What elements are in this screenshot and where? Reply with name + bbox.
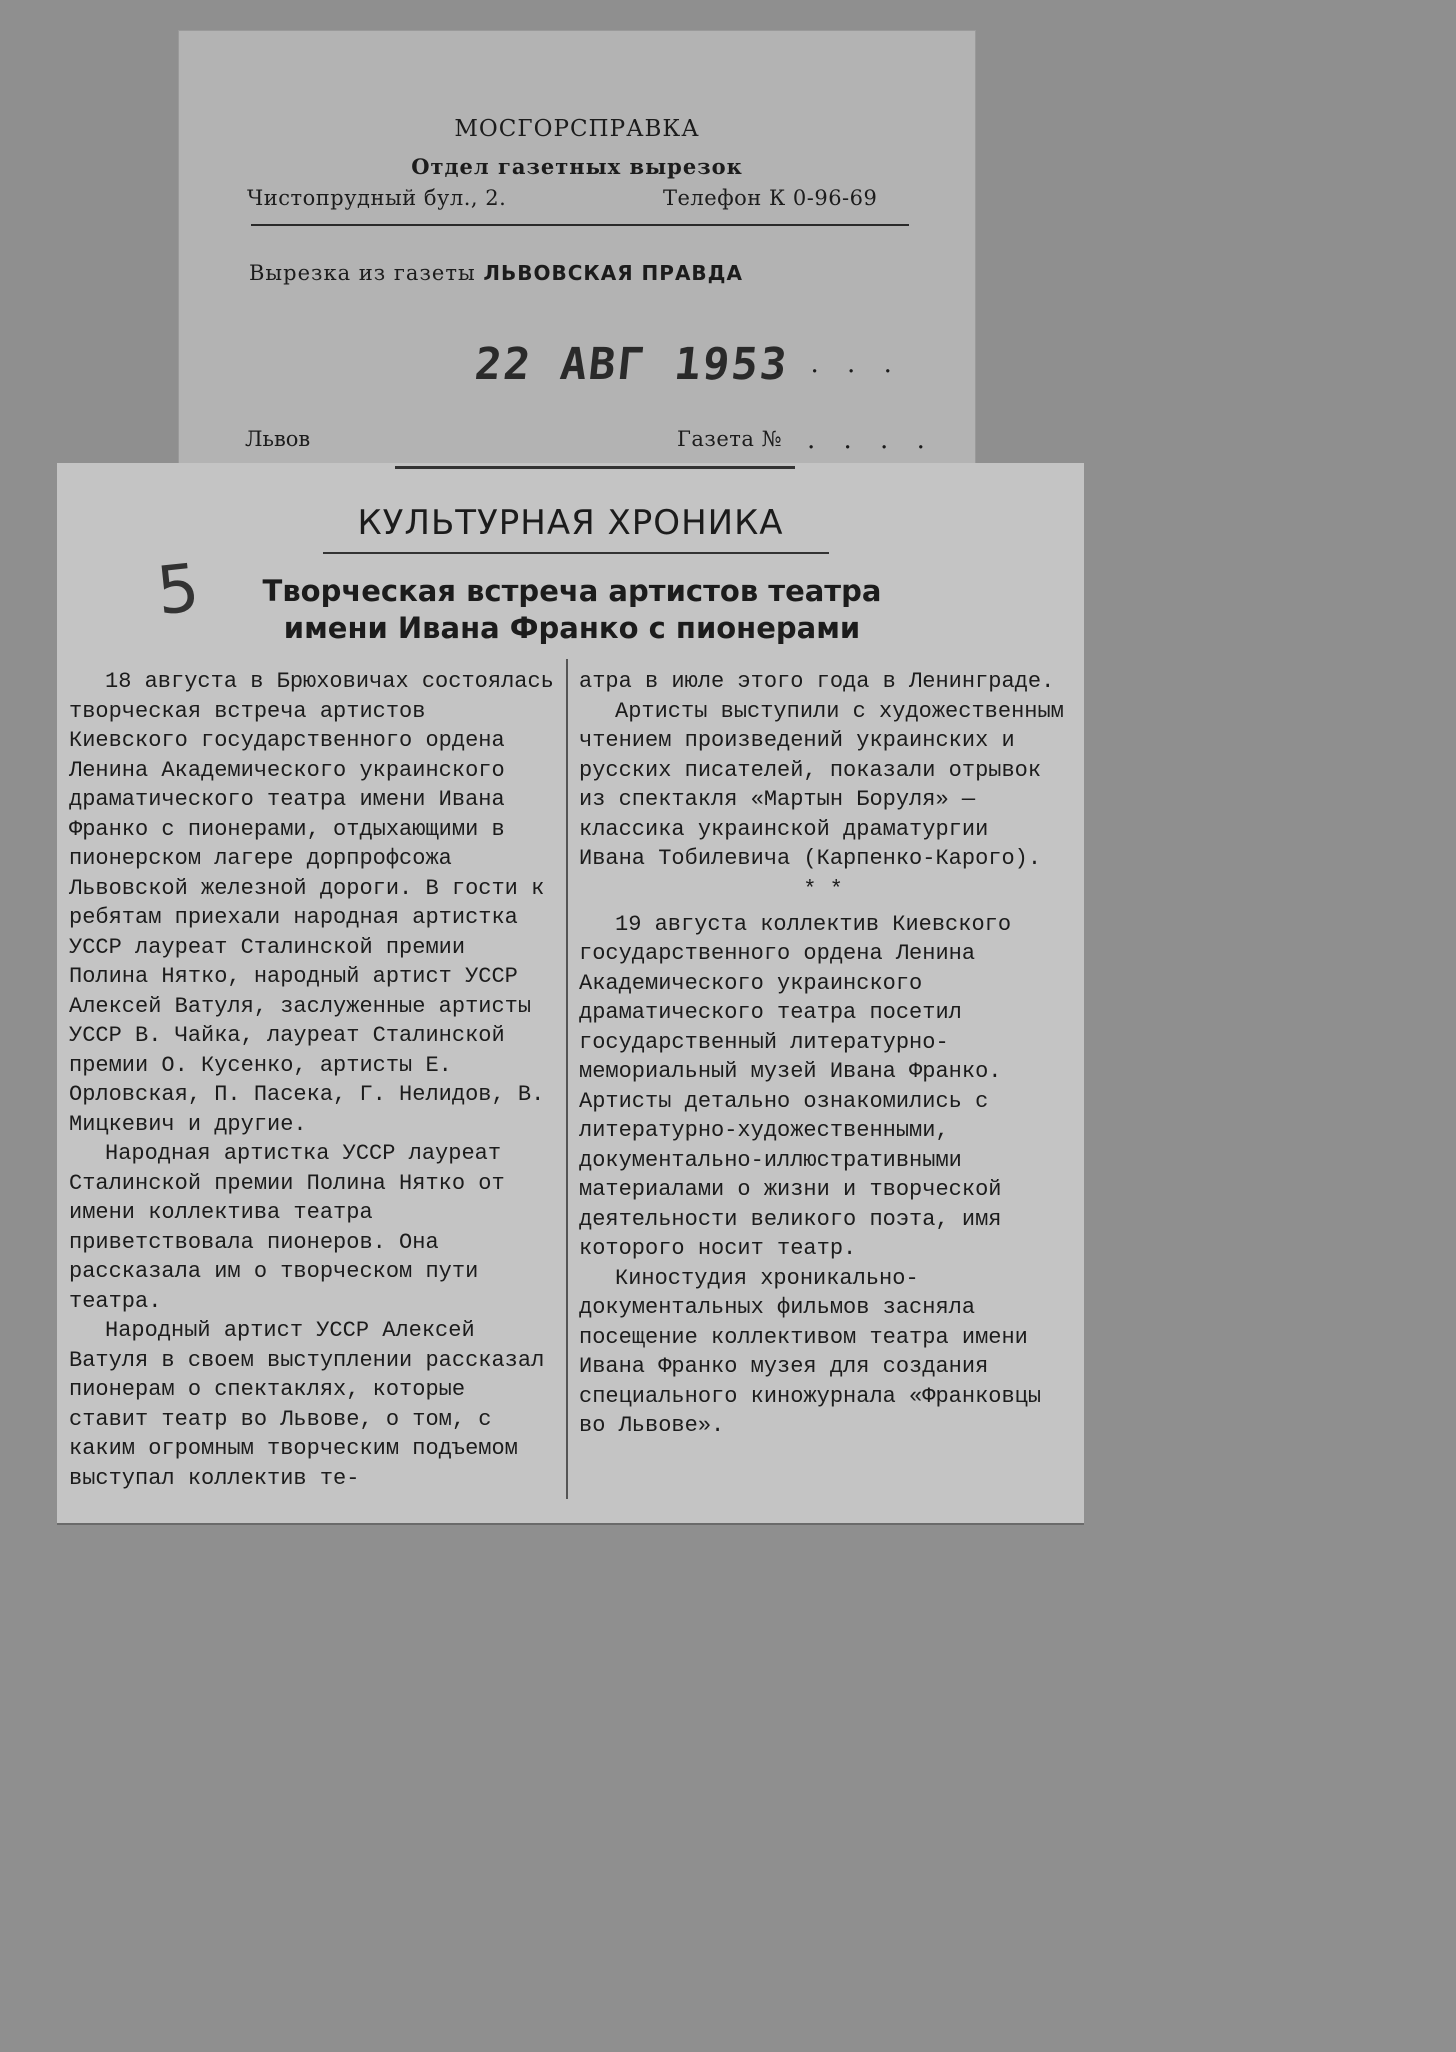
article-paragraph: Артисты выступили с художественным чтением произведений украинских и русских писателей, показали отрывок из спектакля «Мартын Боруля» — классика украинской драматургии Ивана Тобилевича (Карпенко-Карого). [579, 698, 1064, 871]
org-name: МОСГОРСПРАВКА [454, 116, 700, 142]
headline-line-1: Творческая встреча артистов театра [262, 574, 882, 608]
rubric-title: КУЛЬТУРНАЯ ХРОНИКА [357, 503, 784, 543]
phone: Телефон К 0-96-69 [663, 186, 878, 210]
newspaper-clipping [57, 463, 1084, 1525]
date-stamp: 22 АВГ 1953 [472, 339, 792, 390]
address: Чистопрудный бул., 2. [247, 186, 507, 210]
divider [251, 224, 909, 226]
article-paragraph: 18 августа в Брюховичах состоялась творческая встреча артистов Киевского государственного ордена Ленина Академического украинского драматического театра имени Ивана Франко с пионерами, отдыхающими в пионерском лагере дорпрофсожа Львовской железной дороги. В гости к ребятам приехали народная артистка УССР лауреат Сталинской премии Полина Нятко, народный артист УССР Алексей Ватуля, заслуженные артисты УССР В. Чайка, лауреат Сталинской премии О. Кусенко, артисты Е. Орловская, П. Пасека, Г. Нелидов, В. Мицкевич и другие. [69, 669, 554, 1137]
article-paragraph: Народная артистка УССР лауреат Сталинской премии Полина Нятко от имени коллектива театра приветствовала пионеров. Она рассказала им о творческом пути театра. [69, 1141, 505, 1314]
handwritten-mark: 5 [153, 549, 203, 630]
clipping-source-line [249, 261, 743, 285]
headline-line-2: имени Ивана Франко с пионерами [283, 611, 861, 645]
date-dots: . . . . [774, 349, 902, 379]
column-divider [566, 659, 568, 1499]
dept-name: Отдел газетных вырезок [411, 154, 743, 179]
rubric-underline [323, 552, 829, 554]
issue-dots: . . . . [807, 425, 935, 455]
article-right-column [579, 667, 1067, 1441]
clipping-label: Вырезка из газеты [249, 261, 476, 285]
issue-label: Газета № [677, 427, 782, 451]
clipping-top-rule [395, 466, 795, 469]
clipping-service-form [178, 30, 976, 482]
city: Львов [245, 427, 311, 451]
article-paragraph: 19 августа коллектив Киевского государственного ордена Ленина Академического украинского драматического театра посетил государственный литературно-мемориальный музей Ивана Франко. Артисты детально ознакомились с литературно-художественными, документально-иллюстративными материалами о жизни и творческой деятельности великого поэта, имя которого носит театр. [579, 911, 1012, 1261]
section-separator: * * [803, 876, 843, 902]
newspaper-name: ЛЬВОВСКАЯ ПРАВДА [483, 261, 743, 285]
article-left-column [69, 667, 557, 1493]
article-paragraph: Народный артист УССР Алексей Ватуля в своем выступлении рассказал пионерам о спектаклях, которые ставит театр во Львове, о том, с каким огромным творческим подъемом выступал коллектив те- [69, 1318, 545, 1491]
article-paragraph-continuation: атра в июле этого года в Ленинграде. [579, 669, 1055, 694]
article-paragraph: Киностудия хроникально-документальных фильмов засняла посещение коллективом театра имени Ивана Франко музея для создания специального киножурнала «Франковцы во Львове». [579, 1265, 1042, 1438]
